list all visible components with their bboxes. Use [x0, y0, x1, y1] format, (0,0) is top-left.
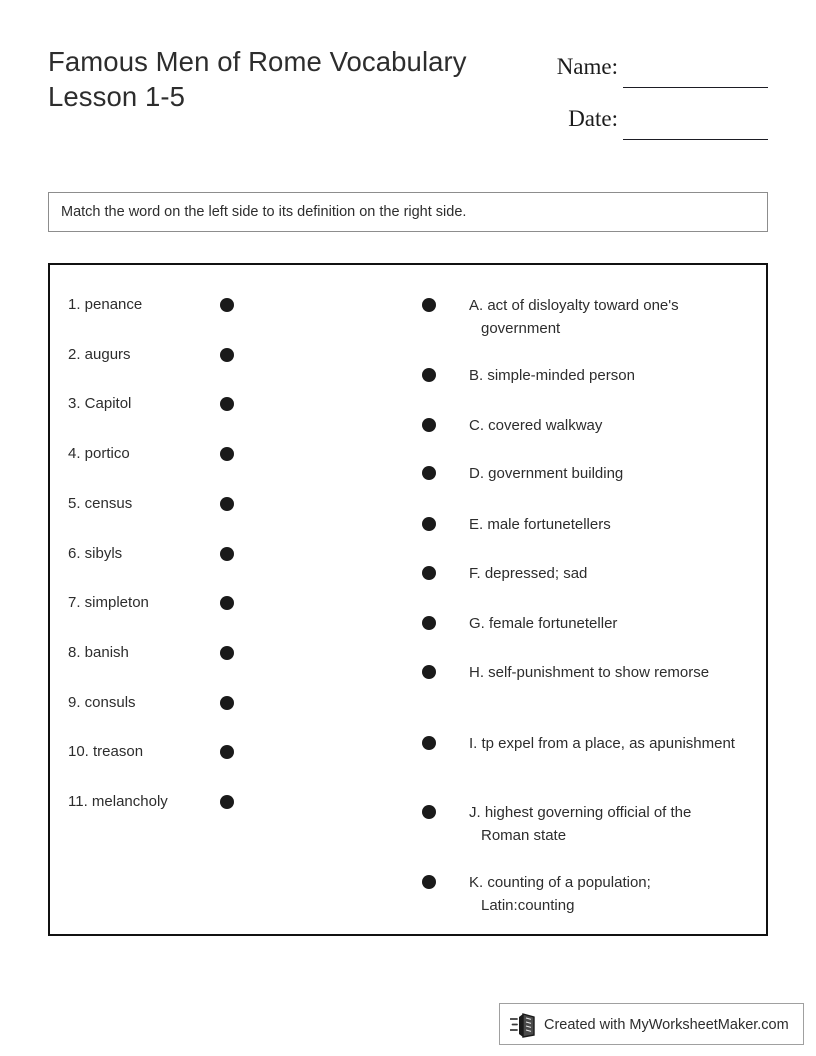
name-row — [496, 48, 768, 100]
worksheet-logo-icon — [510, 1012, 538, 1038]
definition-bullet[interactable] — [422, 805, 436, 819]
name-date-block — [496, 48, 768, 152]
word-label: 4. portico — [68, 445, 130, 463]
definition-bullet[interactable] — [422, 736, 436, 750]
definition-bullet[interactable] — [422, 665, 436, 679]
definition-label: E. male fortunetellers — [469, 516, 611, 533]
word-bullet[interactable] — [220, 696, 234, 710]
definition-label: I. tp expel from a place, as apunishment — [469, 735, 735, 752]
word-bullet[interactable] — [220, 348, 234, 362]
definition-bullet[interactable] — [422, 418, 436, 432]
word-row — [68, 692, 258, 714]
word-row — [68, 791, 258, 813]
word-row — [68, 393, 258, 415]
word-bullet[interactable] — [220, 795, 234, 809]
word-label: 7. simpleton — [68, 594, 149, 612]
worksheet-header — [48, 44, 768, 159]
definition-label: D. government building — [469, 465, 624, 482]
word-row — [68, 592, 258, 614]
badge-label: Created with MyWorksheetMaker.com — [544, 1017, 789, 1033]
word-row — [68, 493, 258, 515]
word-label: 2. augurs — [68, 345, 131, 363]
instructions-box — [48, 192, 768, 232]
definition-label: F. depressed; sad — [469, 565, 588, 582]
matching-exercise-box — [48, 263, 768, 936]
definition-label: C. covered walkway — [469, 417, 603, 434]
date-row — [496, 100, 768, 152]
definition-bullet[interactable] — [422, 466, 436, 480]
word-row — [68, 344, 258, 366]
word-label: 11. melancholy — [68, 793, 168, 810]
definition-label: B. simple-minded person — [469, 367, 635, 384]
word-bullet[interactable] — [220, 447, 234, 461]
word-bullet[interactable] — [220, 596, 234, 610]
name-input-line[interactable] — [623, 87, 768, 88]
word-bullet[interactable] — [220, 397, 234, 411]
page-title: Famous Men of Rome Vocabulary Lesson 1-5 — [48, 46, 467, 112]
definition-label: J. highest governing official of the Roman state — [469, 804, 692, 844]
definition-label: K. counting of a population; Latin:counting — [469, 874, 651, 914]
instructions-text: Match the word on the left side to its definition on the right side. — [61, 204, 467, 220]
name-label: Name: — [556, 54, 618, 79]
word-label: 1. penance — [68, 296, 143, 313]
word-label: 9. consuls — [68, 693, 136, 711]
word-bullet[interactable] — [220, 298, 234, 312]
word-label: 8. banish — [68, 643, 129, 661]
word-bullet[interactable] — [220, 646, 234, 660]
date-input-line[interactable] — [623, 139, 768, 140]
definition-label: H. self-punishment to show remorse — [469, 664, 710, 681]
word-label: 10. treason — [68, 743, 144, 761]
date-label: Date: — [568, 106, 618, 131]
word-bullet[interactable] — [220, 547, 234, 561]
word-label: 3. Capitol — [68, 395, 132, 413]
definition-bullet[interactable] — [422, 368, 436, 382]
created-with-badge[interactable] — [499, 1003, 804, 1045]
definition-bullet[interactable] — [422, 875, 436, 889]
word-label: 5. census — [68, 494, 133, 512]
definition-bullet[interactable] — [422, 616, 436, 630]
word-row — [68, 543, 258, 565]
word-row — [68, 741, 258, 763]
definition-bullet[interactable] — [422, 566, 436, 580]
word-label: 6. sibyls — [68, 544, 123, 562]
word-row — [68, 294, 258, 316]
word-bullet[interactable] — [220, 497, 234, 511]
word-row — [68, 443, 258, 465]
definition-bullet[interactable] — [422, 298, 436, 312]
word-row — [68, 642, 258, 664]
definition-bullet[interactable] — [422, 517, 436, 531]
word-bullet[interactable] — [220, 745, 234, 759]
definition-label: A. act of disloyalty toward one's government — [469, 297, 679, 337]
definition-label: G. female fortuneteller — [469, 615, 618, 632]
